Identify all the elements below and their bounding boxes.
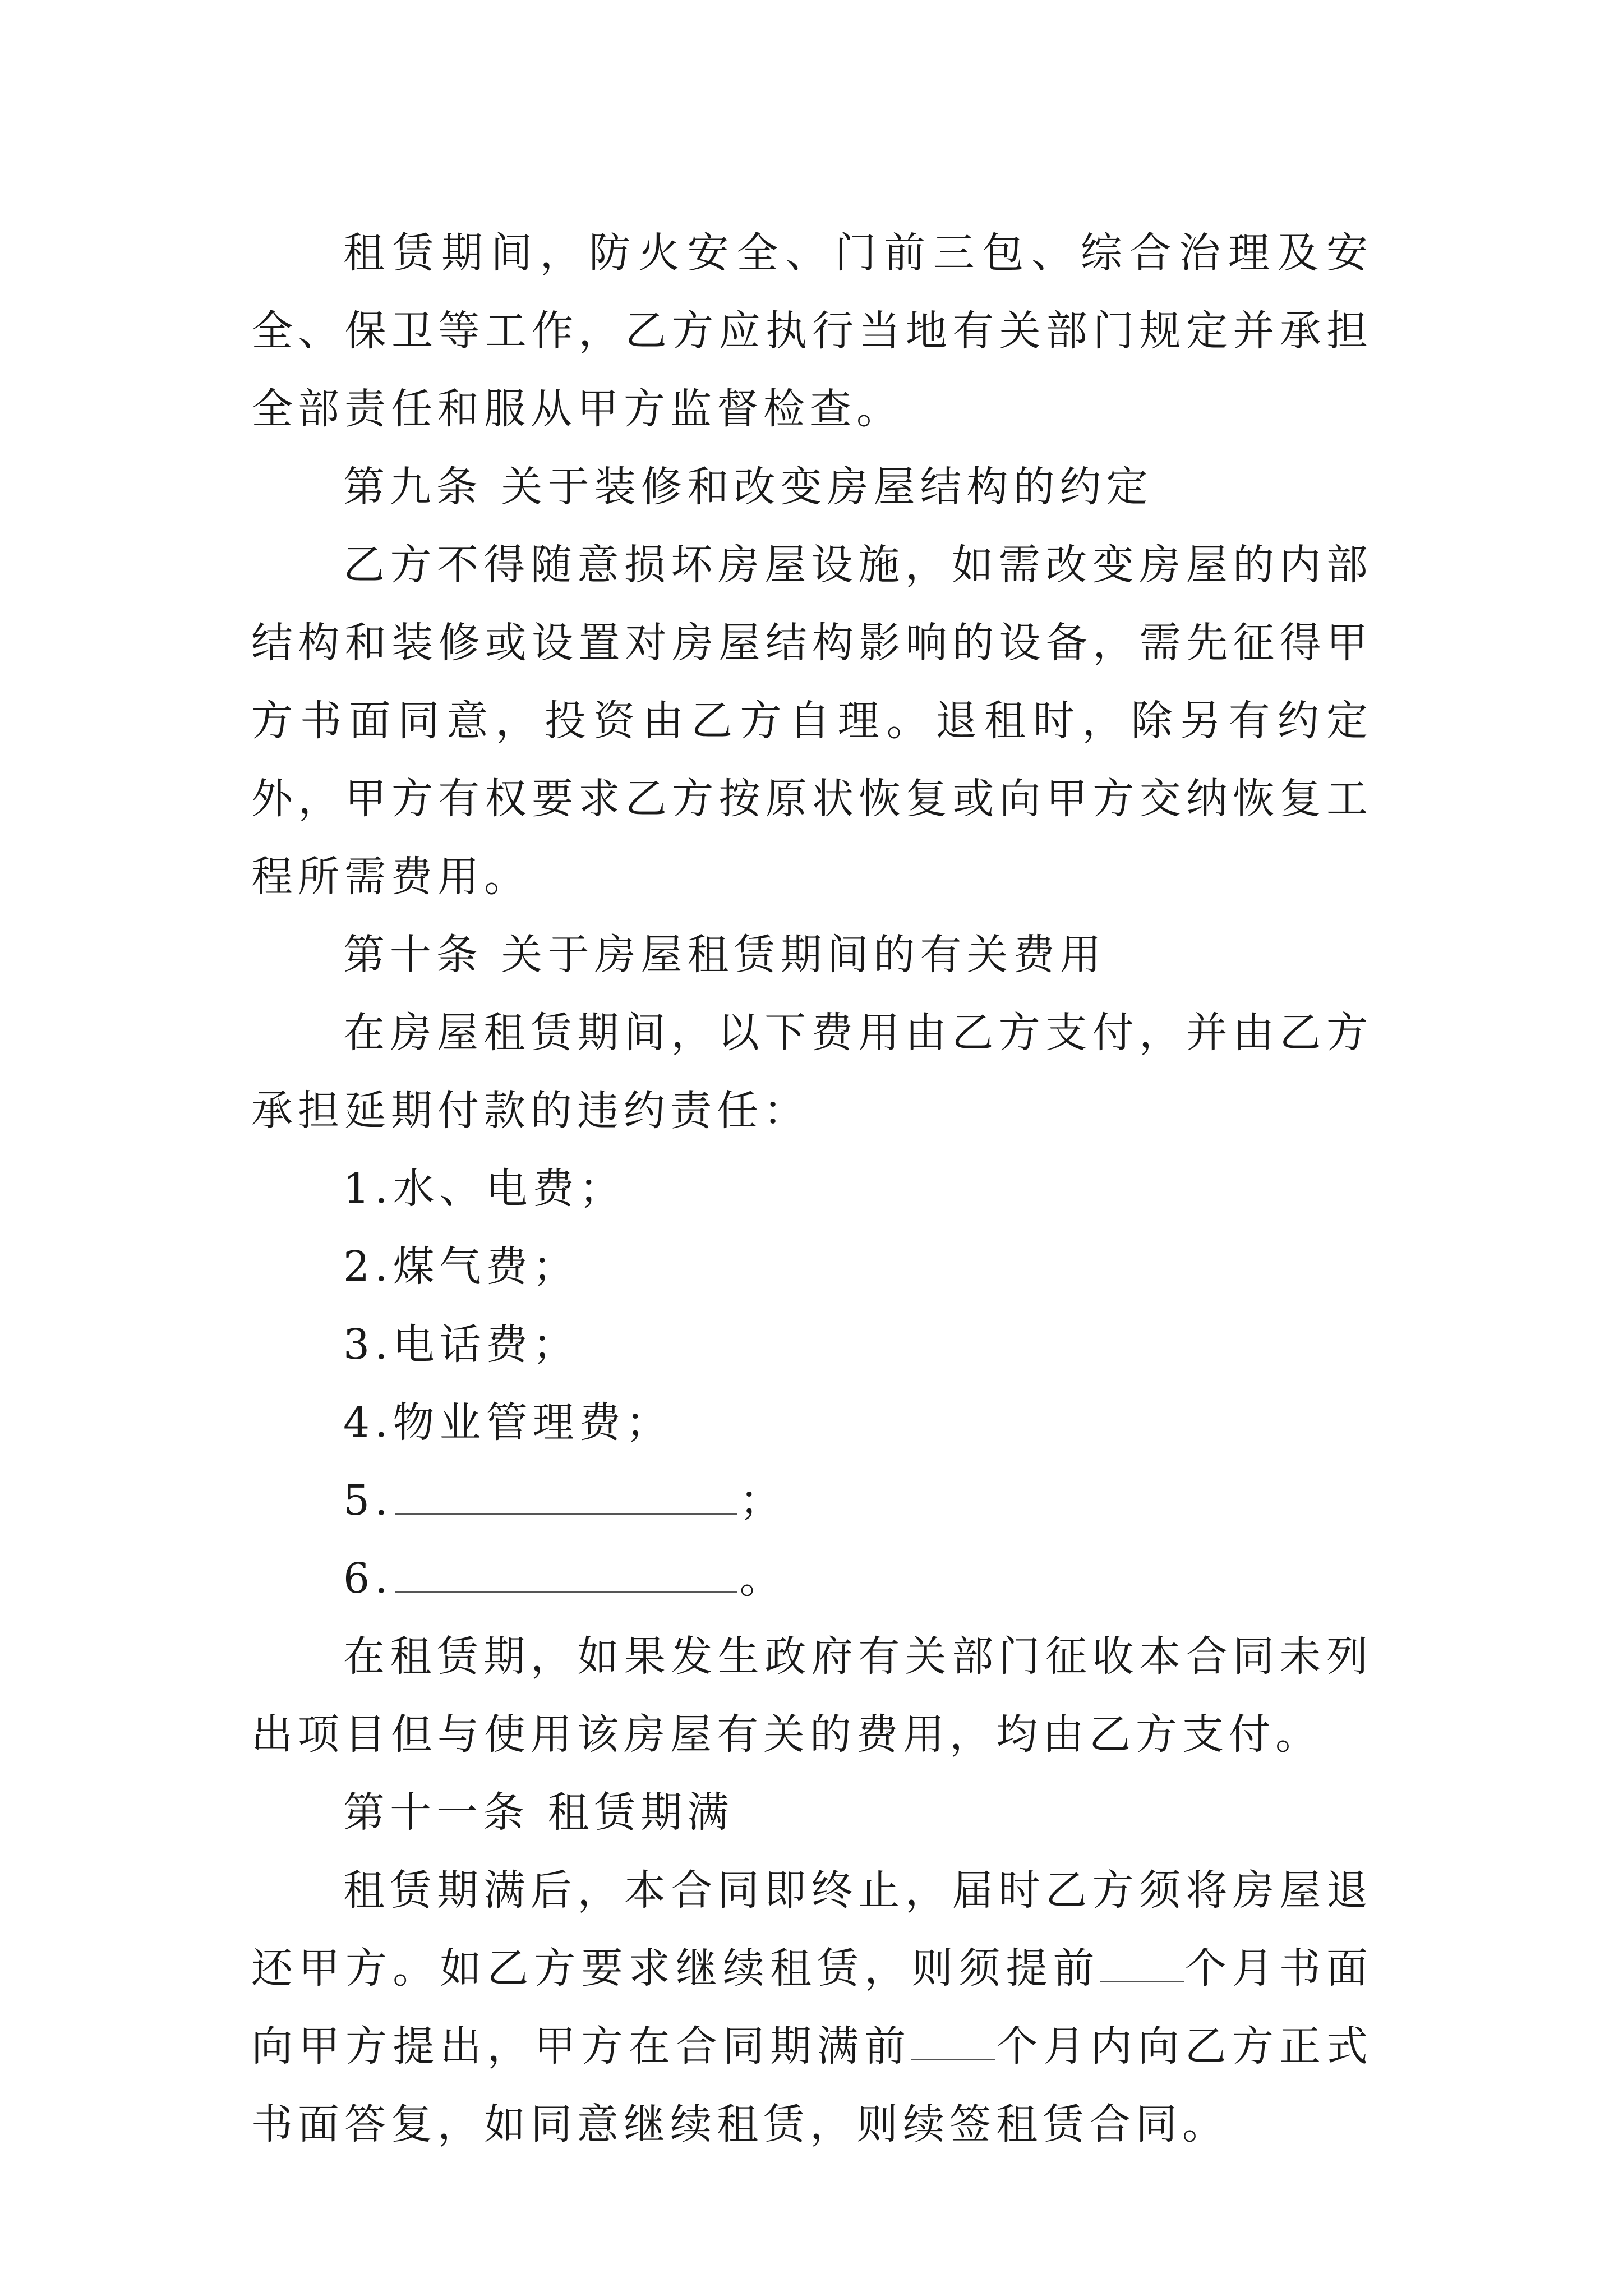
- article-9-heading: 第九条 关于装修和改变房屋结构的约定: [343, 463, 1153, 511]
- list-item-gas: 2.煤气费；: [343, 1243, 579, 1291]
- paragraph-fees-intro: 在房屋租赁期间，以下费用由乙方支付，并由乙方承担延期付款的违约责任：: [251, 1009, 1373, 1135]
- blank-months-reply: [911, 2025, 995, 2060]
- list-item-6-punct: 。: [739, 1554, 786, 1603]
- list-item-5-punct: ；: [739, 1476, 786, 1525]
- list-item-6-number: 6.: [343, 1554, 393, 1603]
- paragraph-fire-safety: 租赁期间，防火安全、门前三包、综合治理及安全、保卫等工作，乙方应执行当地有关部门规定并承担全部责任和服从甲方监督检查。: [251, 229, 1373, 433]
- paragraph-other-fees: 在租赁期，如果发生政府有关部门征收本合同未列出项目但与使用该房屋有关的费用，均由乙方支付。: [251, 1632, 1373, 1759]
- list-item-5: [251, 1462, 1373, 1540]
- list-item-6: [251, 1540, 1373, 1618]
- lease-expiry-text-a: 租赁期满后，本合同即终止，届时乙方须将房屋退还甲方。如乙方要求继续租赁，则须提前: [251, 1866, 1373, 1993]
- list-item-5-number: 5.: [343, 1476, 393, 1525]
- list-item-water-electricity: 1.水、电费；: [343, 1165, 626, 1213]
- paragraph-lease-expiry: [251, 1852, 1373, 2164]
- article-11-heading: 第十一条 租赁期满: [343, 1788, 734, 1837]
- paragraph-renovation: 乙方不得随意损坏房屋设施，如需改变房屋的内部结构和装修或设置对房屋结构影响的设备，需先征得甲方书面同意，投资由乙方自理。退租时，除另有约定外，甲方有权要求乙方按原状恢复或向甲方交纳恢复工程所需费用。: [251, 541, 1373, 901]
- list-item-telephone: 3.电话费；: [343, 1320, 579, 1369]
- document-body: [251, 214, 1373, 2164]
- blank-line: [395, 1479, 737, 1515]
- blank-line: [395, 1557, 737, 1593]
- lease-expiry-text-b: 个月书面向甲方提出，甲方在合同期满前: [251, 1944, 1373, 2070]
- list-item-property-management: 4.物业管理费；: [343, 1398, 672, 1447]
- article-10-heading: 第十条 关于房屋租赁期间的有关费用: [343, 931, 1106, 979]
- blank-months-notice: [1100, 1947, 1184, 1982]
- lease-expiry-text-c: 个月内向乙方正式书面答复，如同意继续租赁，则续签租赁合同。: [251, 2022, 1373, 2148]
